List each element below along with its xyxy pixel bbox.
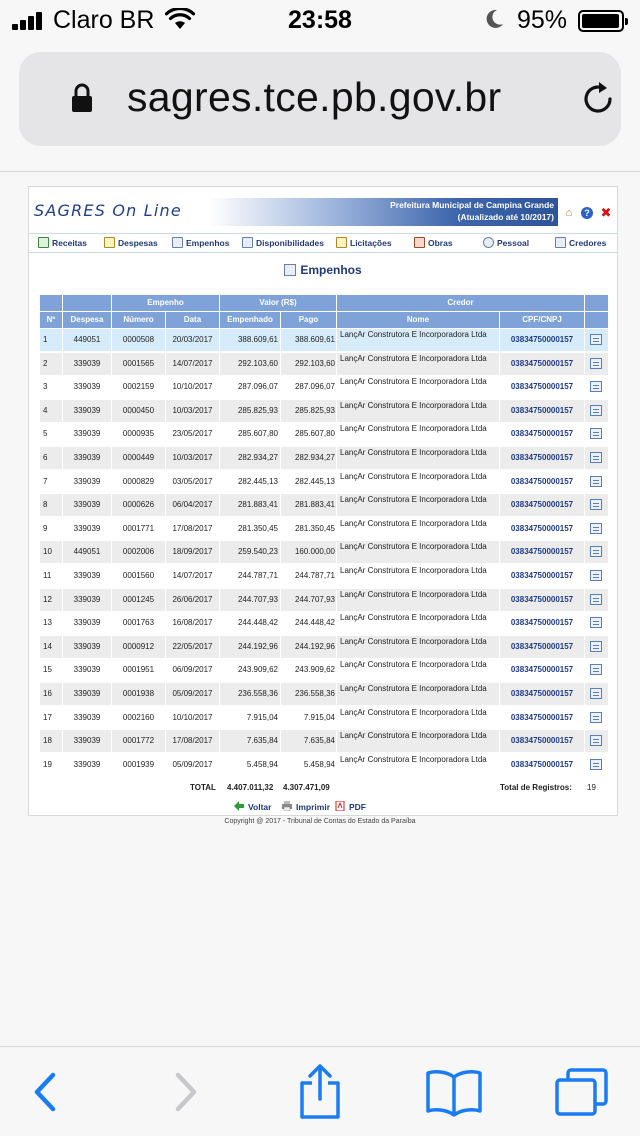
details-icon — [590, 358, 602, 369]
numero-cell: 0001772 — [112, 730, 166, 752]
pdf-link[interactable]: PDF — [335, 801, 366, 812]
sagres-logo[interactable]: SAGRES On Line — [34, 201, 182, 220]
credores-icon — [555, 237, 566, 248]
empenhos-icon — [172, 237, 183, 248]
details-action[interactable] — [585, 447, 608, 469]
table-row[interactable] — [40, 376, 608, 398]
table-row[interactable] — [40, 754, 608, 776]
cpf-cnpj-link[interactable]: 03834750000157 — [500, 329, 585, 351]
row-number: 14 — [40, 636, 63, 658]
details-action[interactable] — [585, 707, 608, 729]
table-group-header — [40, 295, 608, 311]
empenhado-cell: 388.609,61 — [220, 329, 281, 351]
numero-cell: 0001771 — [112, 518, 166, 540]
numero-cell: 0000449 — [112, 447, 166, 469]
pago-cell: 388.609,61 — [281, 329, 337, 351]
despesa-cell: 339039 — [63, 423, 112, 445]
share-icon[interactable] — [292, 1063, 348, 1121]
nome-cell: LançAr Construtora E Incorporadora Ltda — [337, 447, 500, 469]
data-cell: 10/03/2017 — [166, 447, 220, 469]
pdf-icon — [335, 801, 345, 811]
details-icon — [590, 735, 602, 746]
table-row[interactable] — [40, 423, 608, 445]
despesa-cell: 339039 — [63, 400, 112, 422]
despesa-cell: 339039 — [63, 659, 112, 681]
nome-cell: LançAr Construtora E Incorporadora Ltda — [337, 565, 500, 587]
numero-cell: 0000508 — [112, 329, 166, 351]
details-action[interactable] — [585, 683, 608, 705]
pago-cell: 244.448,42 — [281, 612, 337, 634]
col-header-cpf-cnpj[interactable]: CPF/CNPJ — [500, 312, 585, 328]
empenhado-cell: 243.909,62 — [220, 659, 281, 681]
numero-cell: 0000912 — [112, 636, 166, 658]
col-header-empenhado[interactable]: Empenhado — [220, 312, 281, 328]
numero-cell: 0001560 — [112, 565, 166, 587]
numero-cell: 0001951 — [112, 659, 166, 681]
details-icon — [590, 759, 602, 770]
table-row[interactable] — [40, 683, 608, 705]
pago-cell: 292.103,60 — [281, 353, 337, 375]
details-action[interactable] — [585, 754, 608, 776]
main-menu — [29, 233, 617, 253]
empenhado-cell: 287.096,07 — [220, 376, 281, 398]
empenhado-cell: 5.458,94 — [220, 754, 281, 776]
despesa-cell: 339039 — [63, 471, 112, 493]
footer-actions — [29, 801, 617, 815]
data-cell: 26/06/2017 — [166, 589, 220, 611]
pago-cell: 281.883,41 — [281, 494, 337, 516]
details-icon — [590, 476, 602, 487]
menu-disponibilidades[interactable]: Disponibilidades — [242, 237, 324, 251]
despesa-cell: 449051 — [63, 541, 112, 563]
details-icon — [590, 617, 602, 628]
details-icon — [590, 664, 602, 675]
header-banner — [209, 198, 558, 226]
nome-cell: LançAr Construtora E Incorporadora Ltda — [337, 683, 500, 705]
empenhado-cell: 285.825,93 — [220, 400, 281, 422]
details-icon — [590, 381, 602, 392]
details-action[interactable] — [585, 400, 608, 422]
nome-cell: LançAr Construtora E Incorporadora Ltda — [337, 754, 500, 776]
empenhado-cell: 292.103,60 — [220, 353, 281, 375]
reload-icon[interactable] — [580, 81, 616, 117]
details-icon — [590, 499, 602, 510]
clock: 23:58 — [288, 6, 352, 34]
row-number: 7 — [40, 471, 63, 493]
cpf-cnpj-link[interactable]: 03834750000157 — [500, 447, 585, 469]
pessoal-icon — [483, 237, 494, 248]
data-cell: 23/05/2017 — [166, 423, 220, 445]
lock-icon — [71, 83, 93, 113]
nome-cell: LançAr Construtora E Incorporadora Ltda — [337, 612, 500, 634]
site-header — [29, 187, 617, 231]
cpf-cnpj-link[interactable]: 03834750000157 — [500, 730, 585, 752]
data-cell: 05/09/2017 — [166, 683, 220, 705]
details-action[interactable] — [585, 494, 608, 516]
col-header-numero-ordem[interactable]: Nº — [40, 312, 63, 328]
details-action[interactable] — [585, 589, 608, 611]
row-number: 1 — [40, 329, 63, 351]
pago-cell: 160.000,00 — [281, 541, 337, 563]
pago-cell: 243.909,62 — [281, 659, 337, 681]
home-icon[interactable]: ⌂ — [565, 207, 573, 219]
despesa-cell: 339039 — [63, 754, 112, 776]
pago-cell: 285.825,93 — [281, 400, 337, 422]
cpf-cnpj-link[interactable]: 03834750000157 — [500, 353, 585, 375]
details-action[interactable] — [585, 471, 608, 493]
despesa-cell: 339039 — [63, 518, 112, 540]
nome-cell: LançAr Construtora E Incorporadora Ltda — [337, 353, 500, 375]
details-action[interactable] — [585, 329, 608, 351]
nome-cell: LançAr Construtora E Incorporadora Ltda — [337, 730, 500, 752]
table-row[interactable] — [40, 400, 608, 422]
tabs-icon[interactable] — [552, 1067, 612, 1117]
empenhado-cell: 244.787,71 — [220, 565, 281, 587]
nome-cell: LançAr Construtora E Incorporadora Ltda — [337, 636, 500, 658]
cpf-cnpj-link[interactable]: 03834750000157 — [500, 471, 585, 493]
pago-cell: 282.445,13 — [281, 471, 337, 493]
pago-cell: 282.934,27 — [281, 447, 337, 469]
details-action[interactable] — [585, 730, 608, 752]
pago-cell: 7.915,04 — [281, 707, 337, 729]
table-row[interactable] — [40, 707, 608, 729]
address-bar[interactable] — [19, 52, 621, 146]
voltar-link[interactable]: Voltar — [234, 801, 271, 812]
numero-cell: 0002160 — [112, 707, 166, 729]
cpf-cnpj-link[interactable]: 03834750000157 — [500, 400, 585, 422]
table-column-header — [40, 312, 608, 328]
details-icon — [590, 641, 602, 652]
cpf-cnpj-link[interactable]: 03834750000157 — [500, 376, 585, 398]
empenhado-cell: 236.558,36 — [220, 683, 281, 705]
despesa-cell: 449051 — [63, 329, 112, 351]
group-header-credor: Credor — [337, 295, 585, 311]
row-number: 8 — [40, 494, 63, 516]
arrow-left-icon — [234, 801, 244, 811]
despesa-cell: 339039 — [63, 565, 112, 587]
empenhado-cell: 281.883,41 — [220, 494, 281, 516]
nome-cell: LançAr Construtora E Incorporadora Ltda — [337, 376, 500, 398]
row-number: 6 — [40, 447, 63, 469]
url-text[interactable]: sagres.tce.pb.gov.br — [127, 74, 502, 120]
details-action[interactable] — [585, 518, 608, 540]
row-number: 12 — [40, 589, 63, 611]
obras-icon — [414, 237, 425, 248]
empenhado-cell: 282.934,27 — [220, 447, 281, 469]
details-icon — [590, 688, 602, 699]
web-page — [28, 186, 618, 816]
numero-cell: 0001565 — [112, 353, 166, 375]
row-number: 2 — [40, 353, 63, 375]
empenhado-cell: 244.707,93 — [220, 589, 281, 611]
nome-cell: LançAr Construtora E Incorporadora Ltda — [337, 494, 500, 516]
pago-cell: 7.635,84 — [281, 730, 337, 752]
numero-cell: 0001763 — [112, 612, 166, 634]
col-header-pago[interactable]: Pago — [281, 312, 337, 328]
numero-cell: 0000626 — [112, 494, 166, 516]
table-row[interactable] — [40, 565, 608, 587]
total-empenhado: 4.407.011,32 — [227, 783, 274, 793]
details-action[interactable] — [585, 541, 608, 563]
help-icon[interactable]: ? — [581, 207, 593, 219]
despesa-cell: 339039 — [63, 589, 112, 611]
cpf-cnpj-link[interactable]: 03834750000157 — [500, 683, 585, 705]
details-icon — [590, 546, 602, 557]
data-cell: 14/07/2017 — [166, 565, 220, 587]
data-cell: 10/10/2017 — [166, 707, 220, 729]
row-number: 5 — [40, 423, 63, 445]
book-icon[interactable] — [424, 1067, 484, 1117]
imprimir-link[interactable]: Imprimir — [282, 801, 330, 812]
pago-cell: 285.607,80 — [281, 423, 337, 445]
numero-cell: 0002006 — [112, 541, 166, 563]
details-action[interactable] — [585, 612, 608, 634]
data-cell: 17/08/2017 — [166, 730, 220, 752]
chevron-right-icon[interactable] — [158, 1067, 214, 1117]
table-row[interactable] — [40, 329, 608, 351]
col-header-nome[interactable]: Nome — [337, 312, 500, 328]
numero-cell: 0001245 — [112, 589, 166, 611]
carrier-label: Claro BR — [53, 6, 155, 34]
details-icon — [590, 570, 602, 581]
empenhado-cell: 285.607,80 — [220, 423, 281, 445]
nome-cell: LançAr Construtora E Incorporadora Ltda — [337, 518, 500, 540]
update-info: (Atualizado até 10/2017) — [457, 212, 554, 222]
totals-row — [40, 780, 608, 796]
total-label: TOTAL — [190, 783, 216, 793]
menu-receitas[interactable]: Receitas — [38, 237, 87, 251]
data-cell: 06/04/2017 — [166, 494, 220, 516]
despesa-cell: 339039 — [63, 376, 112, 398]
nome-cell: LançAr Construtora E Incorporadora Ltda — [337, 707, 500, 729]
row-number: 3 — [40, 376, 63, 398]
data-cell: 06/09/2017 — [166, 659, 220, 681]
row-number: 13 — [40, 612, 63, 634]
receitas-icon — [38, 237, 49, 248]
row-number: 18 — [40, 730, 63, 752]
menu-licitacoes[interactable]: Licitações — [336, 237, 392, 251]
total-registros-count: 19 — [587, 783, 596, 793]
details-icon — [590, 334, 602, 345]
despesa-cell: 339039 — [63, 636, 112, 658]
col-header-data[interactable]: Data — [166, 312, 220, 328]
table-row[interactable] — [40, 730, 608, 752]
cpf-cnpj-link[interactable]: 03834750000157 — [500, 612, 585, 634]
table-row[interactable] — [40, 471, 608, 493]
table-row[interactable] — [40, 589, 608, 611]
table-row[interactable] — [40, 659, 608, 681]
table-row[interactable] — [40, 494, 608, 516]
table-row[interactable] — [40, 636, 608, 658]
cpf-cnpj-link[interactable]: 03834750000157 — [500, 518, 585, 540]
despesa-cell: 339039 — [63, 707, 112, 729]
empenhado-cell: 282.445,13 — [220, 471, 281, 493]
cpf-cnpj-link[interactable]: 03834750000157 — [500, 589, 585, 611]
row-number: 17 — [40, 707, 63, 729]
despesa-cell: 339039 — [63, 683, 112, 705]
row-number: 9 — [40, 518, 63, 540]
table-row[interactable] — [40, 541, 608, 563]
details-icon — [590, 428, 602, 439]
empenhado-cell: 244.448,42 — [220, 612, 281, 634]
pago-cell: 236.558,36 — [281, 683, 337, 705]
cpf-cnpj-link[interactable]: 03834750000157 — [500, 754, 585, 776]
pago-cell: 287.096,07 — [281, 376, 337, 398]
despesa-cell: 339039 — [63, 494, 112, 516]
details-icon — [590, 405, 602, 416]
empenhado-cell: 7.635,84 — [220, 730, 281, 752]
nome-cell: LançAr Construtora E Incorporadora Ltda — [337, 589, 500, 611]
menu-obras[interactable]: Obras — [414, 237, 453, 251]
row-number: 10 — [40, 541, 63, 563]
details-action[interactable] — [585, 353, 608, 375]
browser-toolbar — [0, 1046, 640, 1136]
nome-cell: LançAr Construtora E Incorporadora Ltda — [337, 471, 500, 493]
data-cell: 22/05/2017 — [166, 636, 220, 658]
data-cell: 03/05/2017 — [166, 471, 220, 493]
pago-cell: 244.707,93 — [281, 589, 337, 611]
pago-cell: 244.192,96 — [281, 636, 337, 658]
menu-empenhos[interactable]: Empenhos — [172, 237, 229, 251]
despesa-cell: 339039 — [63, 447, 112, 469]
battery-percentage: 95% — [517, 6, 568, 34]
empenhado-cell: 244.192,96 — [220, 636, 281, 658]
empenhado-cell: 281.350,45 — [220, 518, 281, 540]
numero-cell: 0000450 — [112, 400, 166, 422]
despesa-cell: 339039 — [63, 353, 112, 375]
nome-cell: LançAr Construtora E Incorporadora Ltda — [337, 659, 500, 681]
details-icon — [590, 452, 602, 463]
licitacoes-icon — [336, 237, 347, 248]
row-number: 19 — [40, 754, 63, 776]
total-pago: 4.307.471,09 — [283, 783, 330, 793]
printer-icon — [282, 801, 292, 811]
details-action[interactable] — [585, 565, 608, 587]
details-icon — [590, 594, 602, 605]
do-not-disturb-icon — [484, 8, 504, 30]
details-action[interactable] — [585, 659, 608, 681]
details-action[interactable] — [585, 423, 608, 445]
cpf-cnpj-link[interactable]: 03834750000157 — [500, 636, 585, 658]
chevron-left-icon[interactable] — [17, 1067, 73, 1117]
menu-pessoal[interactable]: Pessoal — [483, 237, 529, 251]
group-header-empenho: Empenho — [112, 295, 220, 311]
empenhado-cell: 259.540,23 — [220, 541, 281, 563]
data-cell: 05/09/2017 — [166, 754, 220, 776]
disponibilidades-icon — [242, 237, 253, 248]
data-cell: 17/08/2017 — [166, 518, 220, 540]
municipality-name: Prefeitura Municipal de Campina Grande — [390, 200, 554, 210]
empenhado-cell: 7.915,04 — [220, 707, 281, 729]
row-number: 16 — [40, 683, 63, 705]
cpf-cnpj-link[interactable]: 03834750000157 — [500, 565, 585, 587]
page-title: Empenhos — [29, 263, 617, 277]
nome-cell: LançAr Construtora E Incorporadora Ltda — [337, 541, 500, 563]
nome-cell: LançAr Construtora E Incorporadora Ltda — [337, 400, 500, 422]
nome-cell: LançAr Construtora E Incorporadora Ltda — [337, 329, 500, 351]
cpf-cnpj-link[interactable]: 03834750000157 — [500, 707, 585, 729]
despesas-icon — [104, 237, 115, 248]
table-row[interactable] — [40, 612, 608, 634]
numero-cell: 0001938 — [112, 683, 166, 705]
details-icon — [590, 523, 602, 534]
row-number: 11 — [40, 565, 63, 587]
details-icon — [590, 712, 602, 723]
data-cell: 20/03/2017 — [166, 329, 220, 351]
row-number: 4 — [40, 400, 63, 422]
table-row[interactable] — [40, 353, 608, 375]
col-header-numero[interactable]: Número — [112, 312, 166, 328]
despesa-cell: 339039 — [63, 730, 112, 752]
browser-divider — [0, 171, 640, 172]
nome-cell: LançAr Construtora E Incorporadora Ltda — [337, 423, 500, 445]
details-action[interactable] — [585, 636, 608, 658]
pago-cell: 281.350,45 — [281, 518, 337, 540]
pago-cell: 244.787,71 — [281, 565, 337, 587]
group-header-valor: Valor (R$) — [220, 295, 337, 311]
pago-cell: 5.458,94 — [281, 754, 337, 776]
col-header-despesa[interactable]: Despesa — [63, 312, 112, 328]
data-cell: 18/09/2017 — [166, 541, 220, 563]
close-icon[interactable]: ✖ — [600, 205, 612, 220]
row-number: 15 — [40, 659, 63, 681]
despesa-cell: 339039 — [63, 612, 112, 634]
numero-cell: 0001939 — [112, 754, 166, 776]
total-registros-label: Total de Registros: — [500, 783, 572, 793]
numero-cell: 0000935 — [112, 423, 166, 445]
numero-cell: 0000829 — [112, 471, 166, 493]
data-cell: 16/08/2017 — [166, 612, 220, 634]
details-action[interactable] — [585, 376, 608, 398]
cpf-cnpj-link[interactable]: 03834750000157 — [500, 541, 585, 563]
menu-despesas[interactable]: Despesas — [104, 237, 158, 251]
table-row[interactable] — [40, 447, 608, 469]
data-cell: 10/03/2017 — [166, 400, 220, 422]
empenhos-title-icon — [284, 264, 296, 276]
cpf-cnpj-link[interactable]: 03834750000157 — [500, 659, 585, 681]
status-bar — [0, 0, 640, 42]
table-row[interactable] — [40, 518, 608, 540]
data-cell: 10/10/2017 — [166, 376, 220, 398]
menu-credores[interactable]: Credores — [555, 237, 606, 251]
data-cell: 14/07/2017 — [166, 353, 220, 375]
battery-icon — [578, 10, 624, 32]
cpf-cnpj-link[interactable]: 03834750000157 — [500, 423, 585, 445]
cpf-cnpj-link[interactable]: 03834750000157 — [500, 494, 585, 516]
copyright: Copyright @ 2017 - Tribunal de Contas do Estado da Paraíba — [224, 818, 416, 825]
numero-cell: 0002159 — [112, 376, 166, 398]
